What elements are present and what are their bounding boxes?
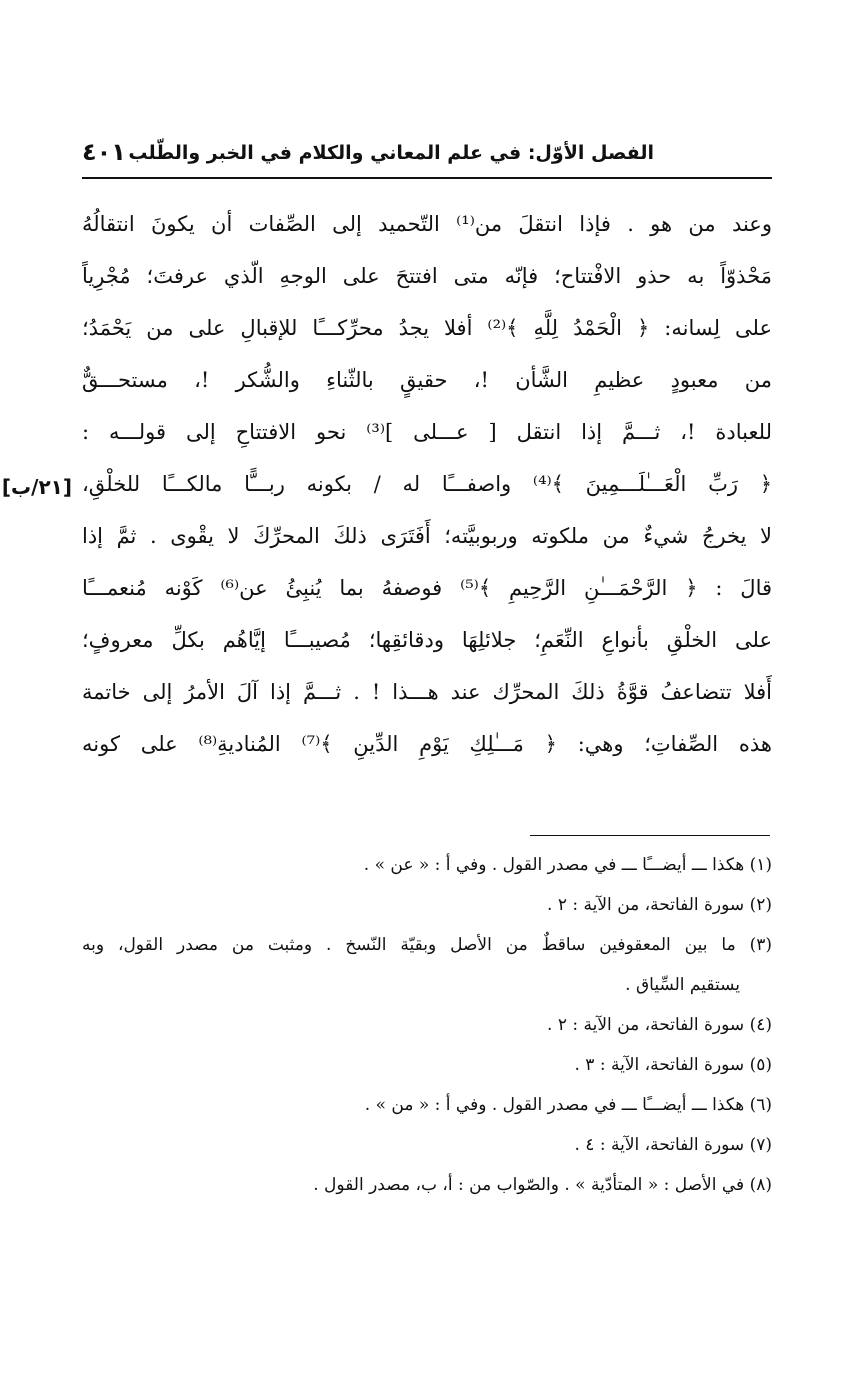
page-number: ٤٠١ xyxy=(82,138,126,166)
body-line: قالَ : ﴿ الرَّحْمَـــٰنِ الرَّحِيمِ ﴾⁽⁵⁾ فوصفهُ بما يُنبِئُ عن⁽⁶⁾ كَوْنه مُنعمـــًا xyxy=(82,576,772,600)
body-line: أَفلا تتضاعفُ قوَّةُ ذلكَ المحرِّك عند هـــذا ! . ثـــمَّ إذا آلَ الأمرُ إلى خاتمة xyxy=(82,680,772,704)
footnote-8: (٨) في الأصل : « المتأدّية » . والصّواب من : أ، ب، مصدر القول . xyxy=(313,1175,772,1195)
marginal-folio-note: [٢١/ب] xyxy=(1,475,72,499)
body-line: هذه الصِّفاتِ؛ وهي: ﴿ مَـــٰلِكِ يَوْمِ الدِّينِ ﴾⁽⁷⁾ المُناديةِ⁽⁸⁾ على كونه xyxy=(82,732,772,756)
running-title: الفصل الأوّل: في علم المعاني والكلام في الخبر والطّلب xyxy=(128,142,654,164)
body-line: لا يخرجُ شيءٌ من ملكوته وربوبيَّته؛ أَفَتَرَى ذلكَ المحرِّكَ لا يقْوى . ثمَّ إذا xyxy=(82,524,772,548)
main-text xyxy=(82,198,772,770)
running-header xyxy=(82,140,772,176)
body-line: على لِسانه: ﴿ الْحَمْدُ لِلَّهِ ﴾⁽²⁾ أفلا يجدُ محرِّكـــًا للإقبالِ على من يَحْمَدُ؛ xyxy=(82,316,772,340)
footnote-separator xyxy=(530,835,770,836)
body-line: من معبودٍ عظيمِ الشَّأن !، حقيقٍ بالثّناءِ والشُّكر !، مستحـــقٌّ xyxy=(82,368,772,392)
header-rule xyxy=(82,177,772,179)
footnote-6: (٦) هكذا ـــ أيضـــًا ـــ في مصدر القول . وفي أ : « من » . xyxy=(364,1095,772,1115)
footnote-2: (٢) سورة الفاتحة، من الآية : ٢ . xyxy=(547,895,772,915)
body-line: للعبادة !، ثـــمَّ إذا انتقل [ عـــلى ]⁽³⁾ نحو الافتتاحِ إلى قولـــه : xyxy=(82,420,772,444)
footnote-4: (٤) سورة الفاتحة، من الآية : ٢ . xyxy=(547,1015,772,1035)
footnote-7: (٧) سورة الفاتحة، الآية : ٤ . xyxy=(574,1135,772,1155)
body-line: مَحْذوّاً به حذو الافْتتاح؛ فإنّه متى افتتحَ على الوجهِ الّذي عرفتَ؛ مُجْرِياً xyxy=(82,264,772,288)
footnote-3-continuation: يستقيم السِّياق . xyxy=(625,975,740,995)
footnote-1: (١) هكذا ـــ أيضـــًا ـــ في مصدر القول . وفي أ : « عن » . xyxy=(363,855,772,875)
footnotes xyxy=(82,845,772,1205)
body-line: وعند من هو . فإذا انتقلَ من⁽¹⁾ التّحميد إلى الصِّفات أن يكونَ انتقالُهُ xyxy=(82,212,772,236)
footnote-5: (٥) سورة الفاتحة، الآية : ٣ . xyxy=(574,1055,772,1075)
footnote-3: (٣) ما بين المعقوفين ساقطٌ من الأصل وبقيّة النّسخ . ومثبت من مصدر القول، وبه xyxy=(82,935,772,955)
body-line: على الخلْقِ بأنواعِ النِّعَمِ؛ جلائلِهَا ودقائقِها؛ مُصيبـــًا إيَّاهُم بكلِّ معروفٍ؛ xyxy=(82,628,772,652)
body-line: ﴿ رَبِّ الْعَـــٰلَـــمِينَ ﴾⁽⁴⁾ واصفـــًا له / بكونه ربـــًّا مالكـــًا للخلْقِ، xyxy=(82,472,772,496)
